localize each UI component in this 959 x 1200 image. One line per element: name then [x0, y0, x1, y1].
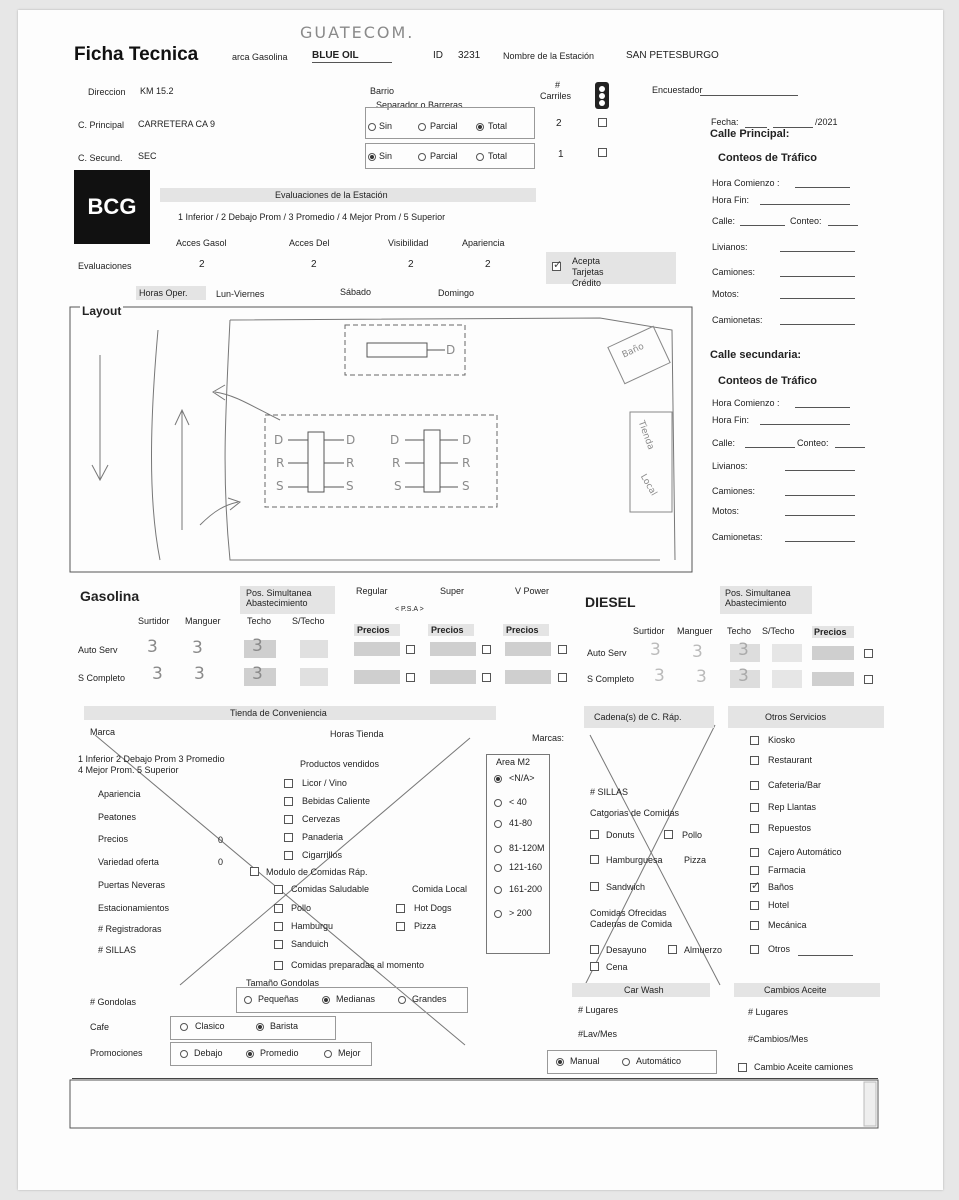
calle-principal-title: Calle Principal:	[710, 128, 790, 140]
layout-label: Layout	[82, 304, 122, 318]
modulo-check[interactable]	[250, 867, 259, 876]
calle-secundaria-title: Calle secundaria:	[710, 349, 802, 361]
marca-label: arca Gasolina	[232, 52, 288, 62]
tarjetas-label: Acepta Tarjetas Crédito	[572, 256, 604, 288]
aceite-title: Cambios Aceite	[764, 985, 827, 995]
sin-radio-2[interactable]	[368, 153, 376, 161]
secund-label: C. Secund.	[78, 153, 123, 163]
diesel-pos: Pos. Simultanea Abastecimiento	[725, 588, 791, 608]
arrow-down	[92, 355, 108, 480]
direccion-label: Direccion	[88, 87, 126, 97]
vpower-check-1[interactable]	[558, 645, 567, 654]
pump-1	[308, 432, 324, 492]
arrow-curve	[200, 498, 240, 525]
carwash-title: Car Wash	[624, 985, 664, 995]
carriles-row2[interactable]: 1	[558, 149, 564, 160]
diesel-title: DIESEL	[585, 594, 636, 610]
gasolina-pos: Pos. Simultanea Abastecimiento	[246, 588, 312, 608]
handwritten-company: GUATECOM.	[300, 23, 415, 42]
cadena-title: Cadena(s) de C. Ráp.	[594, 712, 682, 722]
horas-label: Horas Oper.	[139, 288, 188, 298]
super-check-2[interactable]	[482, 673, 491, 682]
pump-2	[424, 430, 440, 492]
encuestador-label: Encuestador	[652, 85, 703, 95]
nombre-label: Nombre de la Estación	[503, 51, 595, 61]
marca-value[interactable]: BLUE OIL	[312, 50, 359, 61]
sin-radio-1[interactable]	[368, 123, 376, 131]
nombre-value[interactable]: SAN PETESBURGO	[626, 50, 719, 61]
arrow-up	[175, 410, 189, 530]
id-label: ID	[433, 50, 443, 61]
id-value[interactable]: 3231	[458, 50, 481, 61]
conteos-title-1: Conteos de Tráfico	[718, 152, 818, 164]
fecha-label: Fecha:	[711, 117, 739, 127]
carriles-label: Carriles	[540, 91, 572, 101]
separador-label: Separador o Barreras	[376, 100, 463, 110]
tienda-title: Tienda de Conveniencia	[230, 708, 327, 718]
total-radio-1[interactable]	[476, 123, 484, 131]
parcial-radio-1[interactable]	[418, 123, 426, 131]
parcial-radio-2[interactable]	[418, 153, 426, 161]
direccion-value[interactable]: KM 15.2	[140, 86, 174, 96]
semaforo-check-2[interactable]	[598, 148, 607, 157]
vpower-check-2[interactable]	[558, 673, 567, 682]
semaforo-check-1[interactable]	[598, 118, 607, 127]
layout-frame	[70, 304, 692, 572]
bano-building	[608, 326, 670, 383]
tarjetas-check[interactable]	[552, 262, 561, 271]
barrio-label: Barrio	[370, 86, 395, 96]
evaluaciones-title: Evaluaciones de la Estación	[275, 190, 388, 200]
evaluaciones-scale: 1 Inferior / 2 Debajo Prom / 3 Promedio / 4 Mejor Prom / 5 Superior	[178, 212, 446, 222]
conteos-title-2: Conteos de Tráfico	[718, 375, 818, 387]
bcg-logo: BCG	[74, 170, 150, 244]
diesel-check-2[interactable]	[864, 675, 873, 684]
evaluaciones-label: Evaluaciones	[78, 261, 132, 271]
carriles-hash: #	[555, 80, 561, 90]
page-title: Ficha Tecnica	[74, 44, 199, 65]
fecha-year: /2021	[815, 117, 838, 127]
principal-label: C. Principal	[78, 120, 125, 130]
principal-value[interactable]: CARRETERA CA 9	[138, 119, 216, 129]
regular-check-2[interactable]	[406, 673, 415, 682]
sketch-road-left	[152, 330, 161, 560]
gasolina-title: Gasolina	[80, 588, 140, 604]
total-radio-2[interactable]	[476, 153, 484, 161]
regular-check-1[interactable]	[406, 645, 415, 654]
diesel-check-1[interactable]	[864, 649, 873, 658]
carriles-row1[interactable]: 2	[556, 118, 562, 129]
comments-box	[70, 1080, 878, 1128]
otros-title: Otros Servicios	[765, 712, 827, 722]
secund-value[interactable]: SEC	[138, 151, 157, 161]
top-pump	[367, 343, 427, 357]
super-check-1[interactable]	[482, 645, 491, 654]
